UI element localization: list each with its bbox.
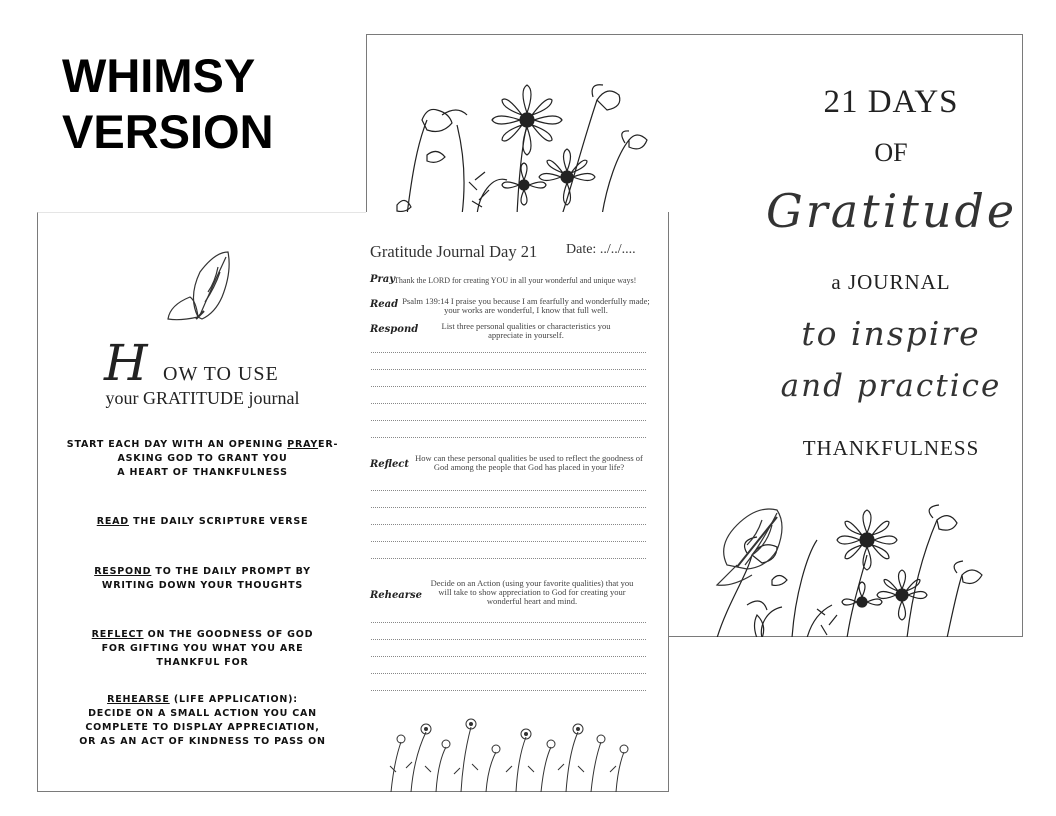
how-to-title: OW TO USE: [163, 363, 279, 385]
writing-line[interactable]: [371, 437, 646, 438]
journal-date-label: Date: ../../....: [566, 242, 636, 257]
writing-line[interactable]: [371, 673, 646, 674]
respond-label: Respond: [370, 324, 419, 335]
pray-label: Pray: [370, 274, 396, 285]
rehearse-label: Rehearse: [370, 590, 423, 601]
writing-line[interactable]: [371, 690, 646, 691]
cover-script-line-1: to inspire: [801, 314, 981, 353]
writing-line[interactable]: [371, 507, 646, 508]
writing-line[interactable]: [371, 558, 646, 559]
rehearse-text-line-3: wonderful heart and mind.: [486, 596, 578, 606]
cover-closing-word: THANKFULNESS: [802, 436, 980, 460]
step-reflect: REFLECT ON THE GOODNESS OF GOD FOR GIFTING YOU WHAT YOU ARE THANKFUL FOR: [91, 629, 314, 668]
read-label: Read: [370, 299, 399, 310]
badge-line-2: VERSION: [62, 105, 274, 158]
rehearse-text-line-2: will take to show appreciation to God for creating your: [438, 587, 626, 597]
step-pray: START EACH DAY WITH AN OPENING PRAYER- ASKING GOD TO GRANT YOU A HEART OF THANKFULNESS: [66, 439, 339, 478]
read-text-line-2: your works are wonderful, I know that full well.: [444, 305, 608, 315]
respond-text-line-1: List three personal qualities or characteristics you: [441, 321, 611, 331]
writing-line[interactable]: [371, 403, 646, 404]
version-badge: [62, 48, 274, 160]
writing-line[interactable]: [371, 622, 646, 623]
read-text-line-1: Psalm 139:14 I praise you because I am fearfully and wonderfully made;: [402, 296, 650, 306]
writing-line[interactable]: [371, 369, 646, 370]
top-flowers-illustration: [397, 85, 647, 215]
how-to-subtitle: your GRATITUDE journal: [105, 388, 300, 408]
writing-line[interactable]: [371, 541, 646, 542]
reflect-text-line-1: How can these personal qualities be used to reflect the goodness of: [415, 453, 643, 463]
cover-script-title: Gratitude: [766, 184, 1018, 238]
writing-line[interactable]: [371, 656, 646, 657]
cover-script-line-2: and practice: [780, 368, 1002, 404]
reflect-label: Reflect: [370, 459, 410, 470]
writing-line[interactable]: [371, 490, 646, 491]
how-to-decorative-initial: H: [104, 334, 148, 392]
cover-title-line-2: OF: [874, 138, 908, 167]
writing-line[interactable]: [371, 386, 646, 387]
butterfly-illustration: [160, 247, 240, 327]
wildflower-border-illustration: [366, 702, 669, 792]
reflect-text-line-2: God among the people that God has placed in your life?: [433, 462, 625, 472]
respond-text-line-2: appreciate in yourself.: [488, 330, 564, 340]
writing-line[interactable]: [371, 352, 646, 353]
step-respond: RESPOND TO THE DAILY PROMPT BY WRITING DOWN YOUR THOUGHTS: [94, 566, 311, 591]
rehearse-text-line-1: Decide on an Action (using your favorite qualities) that you: [430, 578, 634, 588]
step-rehearse: REHEARSE (LIFE APPLICATION): DECIDE ON A SMALL ACTION YOU CAN COMPLETE TO DISPLAY APPRECIATION, OR AS AN ACT OF KINDNESS TO PASS ON: [79, 694, 326, 747]
page-background-gap: [669, 637, 1056, 816]
journal-heading: Gratitude Journal Day 21: [370, 242, 538, 261]
step-read: READ THE DAILY SCRIPTURE VERSE: [96, 516, 309, 527]
cover-title-line-1: 21 DAYS: [823, 84, 959, 120]
writing-line[interactable]: [371, 524, 646, 525]
bottom-flowers-illustration: [717, 505, 982, 638]
cover-subtitle: a JOURNAL: [831, 270, 951, 294]
badge-line-1: WHIMSY: [62, 49, 256, 102]
journal-page: [366, 212, 669, 792]
cover-butterfly-illustration: [717, 509, 782, 585]
pray-text: Thank the LORD for creating YOU in all your wonderful and unique ways!: [394, 276, 637, 285]
how-to-page: [37, 212, 366, 792]
writing-line[interactable]: [371, 420, 646, 421]
writing-line[interactable]: [371, 639, 646, 640]
